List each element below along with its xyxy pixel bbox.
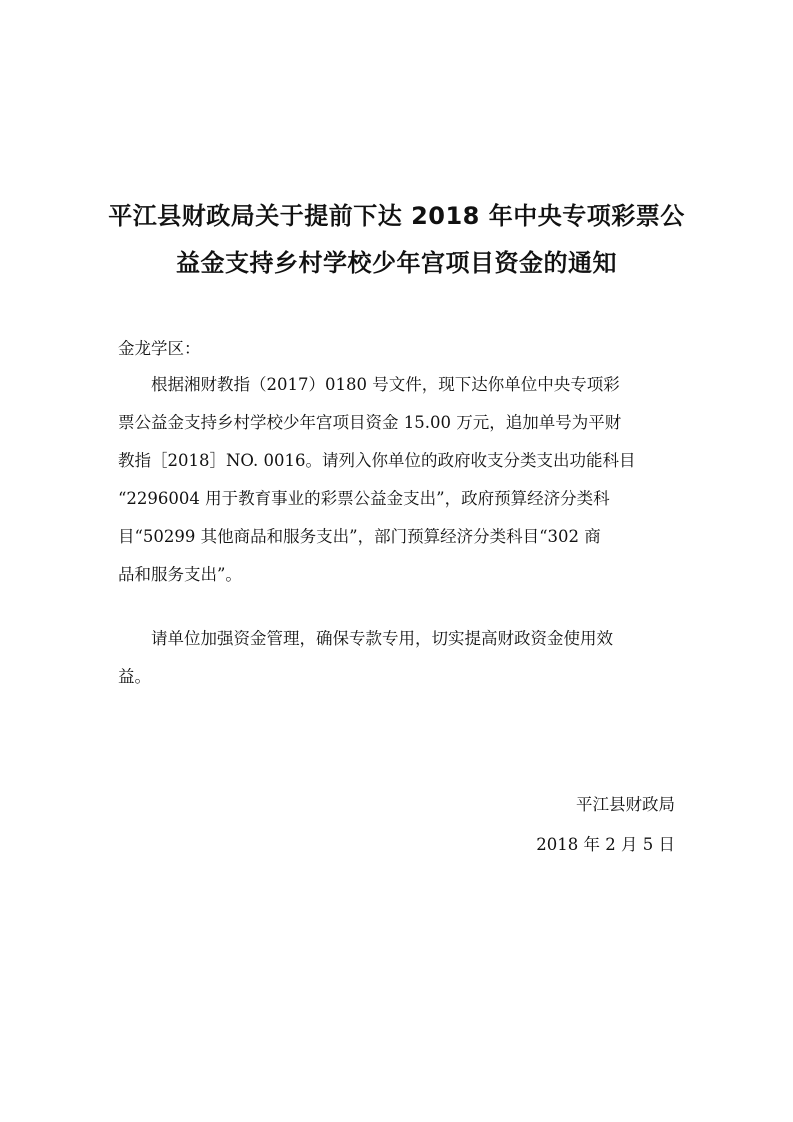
paragraph-main bbox=[118, 366, 678, 594]
title-line-1: 平江县财政局关于提前下达 2018 年中央专项彩票公 bbox=[108, 202, 685, 230]
signature-date: 2018 年 2 月 5 日 bbox=[536, 835, 675, 854]
paragraph-line: 票公益金支持乡村学校少年宫项目资金 15.00 万元，追加单号为平财 bbox=[118, 413, 622, 432]
document-title bbox=[0, 193, 793, 287]
paragraph-line: “2296004 用于教育事业的彩票公益金支出”，政府预算经济分类科 bbox=[118, 489, 610, 508]
paragraph-line: 根据湘财教指（2017）0180 号文件，现下达你单位中央专项彩 bbox=[118, 375, 620, 394]
signature-organization: 平江县财政局 bbox=[576, 795, 675, 814]
paragraph-line: 请单位加强资金管理，确保专款专用，切实提高财政资金使用效 bbox=[118, 629, 613, 648]
paragraph-line: 教指［2018］NO. 0016。请列入你单位的政府收支分类支出功能科目 bbox=[118, 451, 636, 470]
title-line-2: 益金支持乡村学校少年宫项目资金的通知 bbox=[176, 249, 617, 277]
paragraph-line: 益。 bbox=[118, 667, 151, 686]
paragraph-instruction bbox=[118, 620, 678, 696]
paragraph-line: 目“50299 其他商品和服务支出”，部门预算经济分类科目“302 商 bbox=[118, 527, 601, 546]
salutation: 金龙学区： bbox=[118, 339, 201, 358]
paragraph-line: 品和服务支出”。 bbox=[118, 565, 242, 584]
